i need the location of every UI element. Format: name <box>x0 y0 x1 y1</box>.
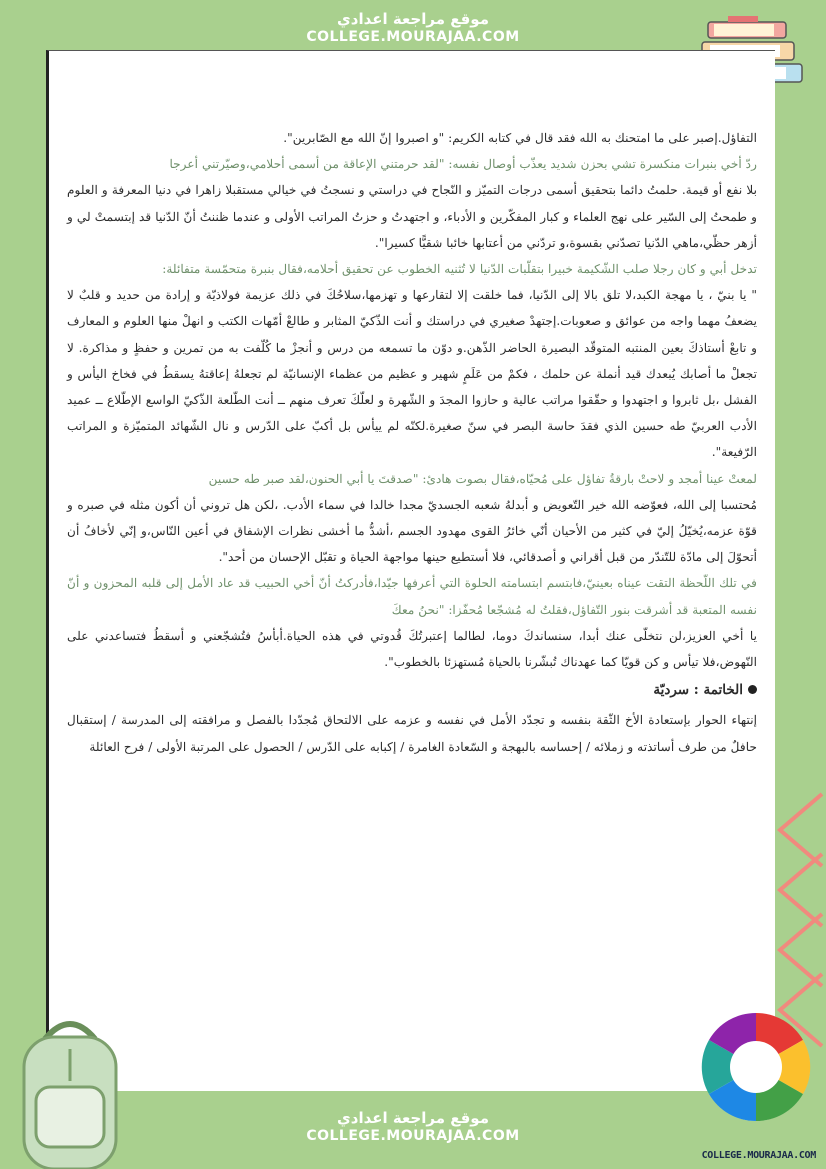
paragraph: مُحتسبا إلى الله، فعوّضه الله خير التّعويض و أبدلهُ شعبه الجسديّ مجدا خالدا في سماء الأدب. ،لكن هل تروني أن أكون مثله في صبره و قوّة عزمه،يُخيّلُ إليّ في كثير من الأحيان أنّي خائرُ القوى مهدود الجسم ،أشدُّ ما أخشى نظرات الإشفاق في أعين النّاس،و إنّي لأخافُ أن أتحوّلَ إلى مادّة للتّندّر من قبل أقراني و أصدقائي، فلا أستطيع حينها مواجهة الحياة و تقبّل الإحسان من أحد". <box>67 497 757 565</box>
site-name-ar: موقع مراجعة اعدادي <box>337 10 489 28</box>
paragraph: بلا نفع أو قيمة. حلمتُ دائما بتحقيق أسمى درجات التميّز و النّجاح في دراستي و نسجتُ في خيالي مستقبلا زاهرا في دنيا المعرفة و العلوم و طمحتُ إلى السّير على نهج العلماء و كبار المفكّرين و الأدباء، و اجتهدتُ و حزتُ المراتب الأولى و عندما ظننتُ أنّ الدّنيا قد إبتسمتْ لي و أزهر حظّي،ماهي الدّنيا تصدّني بقسوة،و تردّني من أعتابها خائبا شقيًّا كسيرا". <box>67 183 757 250</box>
conclusion-heading <box>67 677 757 703</box>
conclusion-heading-text: الخاتمة : سرديّة <box>653 682 743 699</box>
document-page <box>46 50 775 1091</box>
site-name-ar-bottom: موقع مراجعة اعدادي <box>337 1109 489 1127</box>
site-domain: COLLEGE.MOURAJAA.COM <box>306 29 520 45</box>
paragraph: تدخل أبي و كان رجلا صلب الشّكيمة خبيرا بتقلّبات الدّنيا لا تُثنيه الخطوب عن تحقيق أحلامه،فقال بنبرة متحمّسة متفائلة: <box>162 262 757 277</box>
site-banner-bottom[interactable] <box>273 1103 553 1151</box>
paragraph: لمعتْ عينا أمجد و لاحتْ بارقةُ تفاؤل على مُحيّاه،فقال بصوت هادئ: "صدقتَ يا أبي الحنون،لقد صبر طه حسين <box>208 471 757 486</box>
conclusion-paragraph: إنتهاء الحوار بإستعادة الأخ الثّقة بنفسه و تجدّد الأمل في نفسه و عزمه على الالتحاق مُجدّدا بالفصل و مرافقته إلى المدرسة / إستقبال حافلٌ من طرف أساتذته و زملائه / إحساسه بالبهجة و السّعادة الغامرة / إكبابه على الدّرس / الحصول على المرتبة الأولى / فرح العائلة <box>67 713 757 754</box>
document-body <box>67 125 757 760</box>
paragraph: في تلك اللّحظة التقت عيناه بعينيّ،فابتسم ابتسامته الحلوة التي أعرفها جيّدا،فأدركتُ أنّ أخي الحبيب قد عاد الأمل إلى قلبه المحزون و أنّ نفسه المتعبة قد أشرقت بنور التّفاؤل،فقلتُ له مُشجّعا مُحفّزا: "نحنُ معكَ <box>67 576 757 617</box>
school-wheel-logo-icon <box>700 1011 812 1123</box>
bullet-icon <box>748 685 757 694</box>
site-caption: COLLEGE.MOURAJAA.COM <box>701 1150 816 1161</box>
paragraph: يا أخي العزيز،لن نتخلّى عنك أبدا، سنساندكَ دوما، لطالما إعتبرتُكَ قُدوتي في هذه الحياة.أبأسُ فتُشجّعني و أسقطُ فتساعدني على النّهوض،فلا تيأس و كن قويّا كما عهدناك تُبشّرنا بالحياة مُستهزئا بالخطوب". <box>67 628 757 670</box>
paragraph: " يا بنيّ ، يا مهجة الكبد،لا تلق بالا إلى الدّنيا، فما خلقت إلا لتقارعها و تهزمها،سلاحُكَ في ذلك عزيمة فولاذيّة و إرادة من حديد و قلبٌ لا يضعفُ مهما واجه من عوائق و صعوبات.إجتهدْ صغيري في دراستك و أنت الذّكيّ المثابر و طالعْ أمّهات الكتب و انهلْ منها العلوم و المعارف و تابعْ أستاذكَ بعين المنتبه المتوقّد البصيرة الحاضر الذّهن.و دوّن ما تسمعه من درس و أنجزْ ما كُلّفت به من تمرين و حفظٍ و مذاكرة. لا تجعلْ ما أصابك يُبعدك قيد أنملة عن حلمك ، فكمْ من عَلَمٍ شهير و عظيم من عظماء الإنسانيّة لم تجعلهُ إعاقتهُ يسقطُ في فخاخ اليأس و الفشل ،بل ثابروا و اجتهدوا و حقّقوا مراتب عالية و حازوا المجدَ و الشّهرة و لعلّكَ تعرف منهم ــ أنت الطّلعة الذّكيّ الواسع الإطّلاع ــ عميد الأدب العربيّ طه حسين الذي فقدَ حاسة البصر في سنّ صغيرة.لكنّه لم ييأس بل أكبّ على الدّرس و نال الشّهائد المتميّزة و المراتب الرّفيعة". <box>67 288 757 460</box>
backpack-icon <box>10 1009 130 1169</box>
site-domain-bottom: COLLEGE.MOURAJAA.COM <box>306 1128 520 1144</box>
site-banner-top[interactable] <box>278 6 548 52</box>
paragraph: التفاؤل.إصبر على ما امتحنك به الله فقد قال في كتابه الكريم: "و اصبروا إنّ الله مع الصّابرين". <box>283 131 757 145</box>
paragraph: ردّ أخي بنبرات منكسرة تشي بحزن شديد يعذّب أوصال نفسه: "لقد حرمتني الإعاقة من أسمى أحلامي،وصيّرتني أعرجا <box>169 157 757 172</box>
